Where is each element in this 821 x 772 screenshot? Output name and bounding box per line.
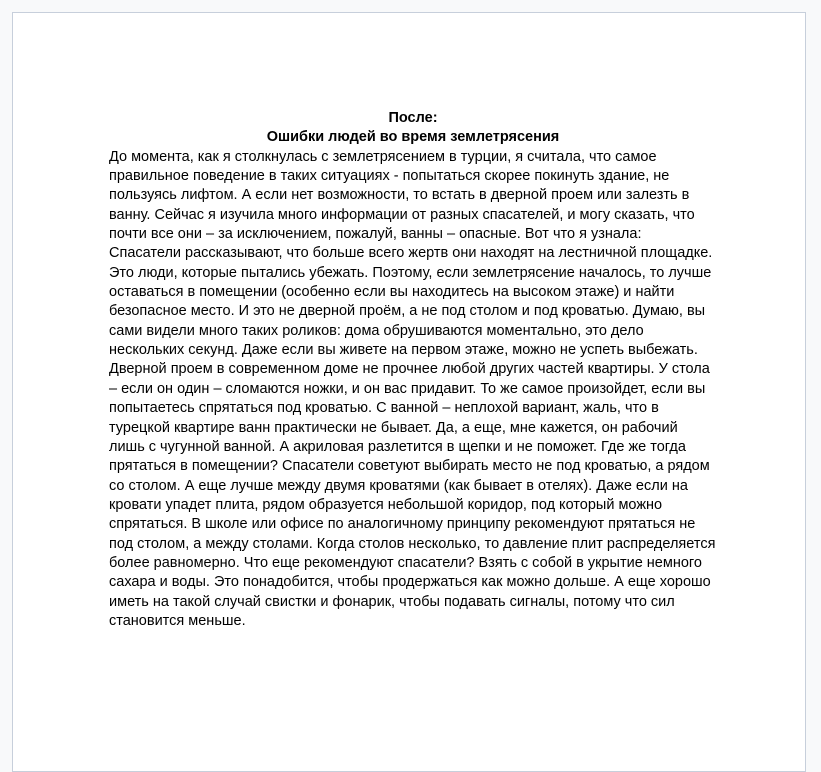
document-content[interactable] xyxy=(109,109,717,631)
heading-line-1: После: xyxy=(388,110,438,126)
body-paragraph: До момента, как я столкнулась с землетрясением в турции, я считала, что самое правильное поведение в таких ситуациях - попытаться скорее покинуть здание, не пользуясь лифтом. А если нет возможности, то встать в дверной проем или залезть в ванну. Сейчас я изучила много информации от разных спасателей, и могу сказать, что почти все они – за исключением, пожалуй, ванны – опасные. Вот что я узнала: Спасатели рассказывают, что больше всего жертв они находят на лестничной площадке. Это люди, которые пытались убежать. Поэтому, если землетрясение началось, то лучше оставаться в помещении (особенно если вы находитесь на высоком этаже) и найти безопасное место. И это не дверной проём, а не под столом и под кроватью. Думаю, вы сами видели много таких роликов: дома обрушиваются моментально, это дело нескольких секунд. Даже если вы живете на первом этаже, можно не успеть выбежать. Дверной проем в современном доме не прочнее любой других частей квартиры. У стола – если он один – сломаются ножки, и он вас придавит. То же самое произойдет, если вы попытаетесь спрятаться под кроватью. С ванной – неплохой вариант, жаль, что в турецкой квартире ванн практически не бывает. Да, а еще, мне кажется, он рабочий лишь с чугунной ванной. А акриловая разлетится в щепки и не поможет. Где же тогда прятаться в помещении? Спасатели советуют выбирать место не под кроватью, а рядом со столом. А еще лучше между двумя кроватями (как бывает в отелях). Даже если на кровати упадет плита, рядом образуется небольшой коридор, под который можно спрятаться. В школе или офисе по аналогичному принципу рекомендуют прятаться не под столом, а между столами. Когда столов несколько, то давление плит распределяется более равномерно. Что еще рекомендуют спасатели? Взять с собой в укрытие немного сахара и воды. Это понадобится, чтобы продержаться как можно дольше. А еще хорошо иметь на такой случай свистки и фонарик, чтобы подавать сигналы, потому что сил становится меньше. xyxy=(109,148,716,629)
document-title: Ошибки людей во время землетрясения xyxy=(266,129,560,146)
document-page[interactable] xyxy=(12,12,806,772)
